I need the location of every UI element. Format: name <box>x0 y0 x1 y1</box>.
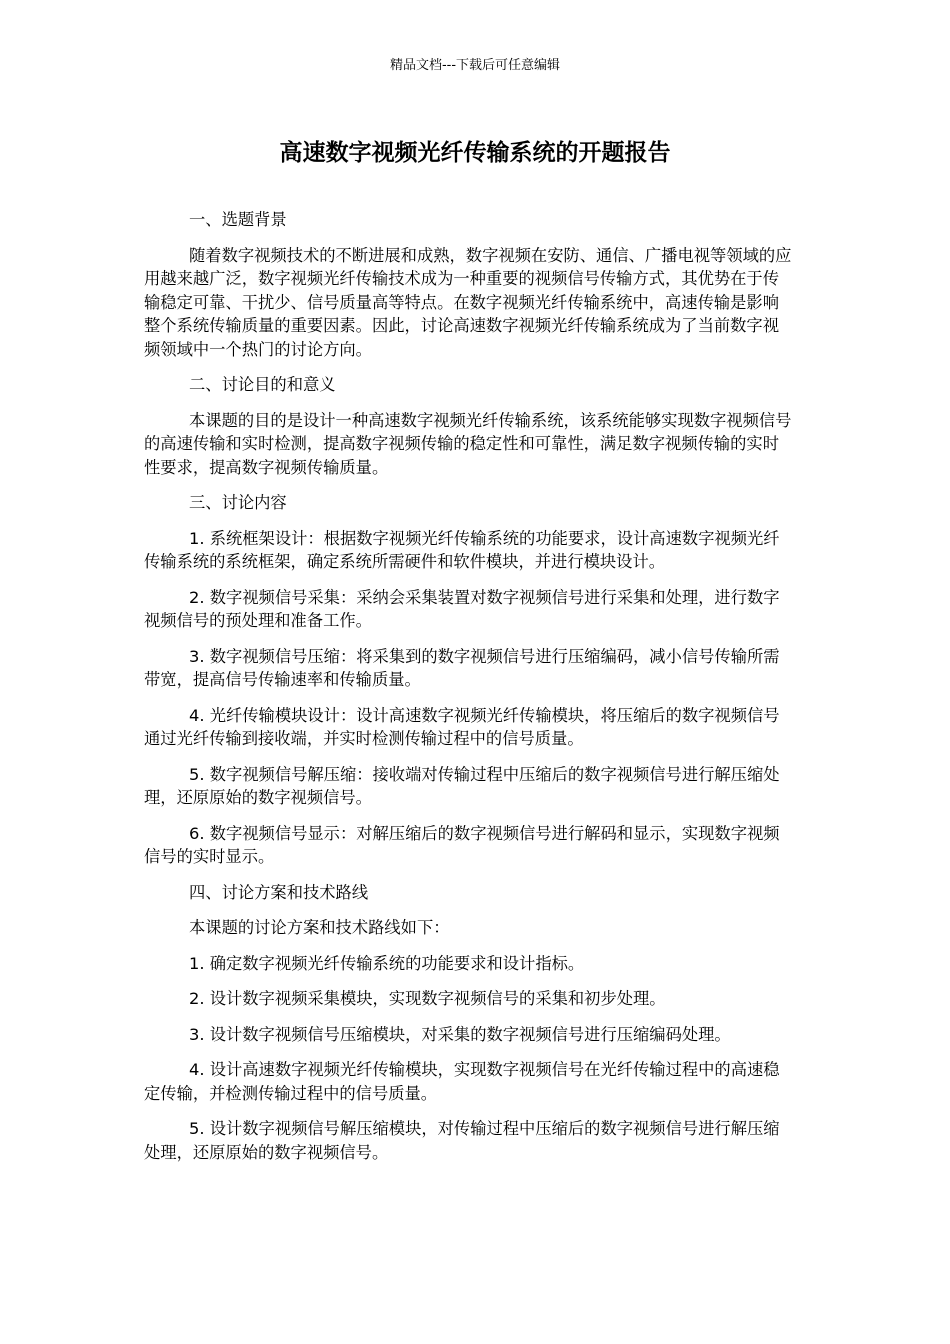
list-item: 3. 设计数字视频信号压缩模块，对采集的数字视频信号进行压缩编码处理。 <box>189 1024 731 1044</box>
list-item: 3. 数字视频信号压缩：将采集到的数字视频信号进行压缩编码，减小信号传输所需带宽，提高信号传输速率和传输质量。 <box>144 646 780 689</box>
list-item: 2. 数字视频信号采集：采纳会采集装置对数字视频信号进行采集和处理，进行数字视频信号的预处理和准备工作。 <box>144 587 780 630</box>
list-item: 4. 设计高速数字视频光纤传输模块，实现数字视频信号在光纤传输过程中的高速稳定传输，并检测传输过程中的信号质量。 <box>144 1060 780 1103</box>
section-heading: 一、选题背景 <box>189 210 287 229</box>
paragraph: 本课题的目的是设计一种高速数字视频光纤传输系统，该系统能够实现数字视频信号的高速传输和实时检测，提高数字视频传输的稳定性和可靠性，满足数字视频传输的实时性要求，提高数字视频传输质量。 <box>144 410 792 477</box>
section-plan <box>144 881 794 1165</box>
paragraph: 随着数字视频技术的不断进展和成熟，数字视频在安防、通信、广播电视等领域的应用越来越广泛，数字视频光纤传输技术成为一种重要的视频信号传输方式，其优势在于传输稳定可靠、干扰少、信号质量高等特点。在数字视频光纤传输系统中，高速传输是影响整个系统传输质量的重要因素。因此，讨论高速数字视频光纤传输系统成为了当前数字视频领域中一个热门的讨论方向。 <box>144 245 792 359</box>
section-heading: 二、讨论目的和意义 <box>189 375 336 394</box>
section-heading: 三、讨论内容 <box>189 493 287 512</box>
document-body <box>144 208 794 1176</box>
list-item: 1. 系统框架设计：根据数字视频光纤传输系统的功能要求，设计高速数字视频光纤传输系统的系统框架，确定系统所需硬件和软件模块，并进行模块设计。 <box>144 528 780 571</box>
list-item: 5. 数字视频信号解压缩：接收端对传输过程中压缩后的数字视频信号进行解压缩处理，还原原始的数字视频信号。 <box>144 764 780 807</box>
list-item: 4. 光纤传输模块设计：设计高速数字视频光纤传输模块，将压缩后的数字视频信号通过光纤传输到接收端，并实时检测传输过程中的信号质量。 <box>144 705 780 748</box>
document-title: 高速数字视频光纤传输系统的开题报告 <box>279 140 671 166</box>
paragraph: 本课题的讨论方案和技术路线如下： <box>189 918 450 937</box>
section-content <box>144 491 794 869</box>
header-note: 精品文档---下载后可任意编辑 <box>389 58 561 73</box>
section-heading: 四、讨论方案和技术路线 <box>189 882 369 902</box>
list-item: 2. 设计数字视频采集模块，实现数字视频信号的采集和初步处理。 <box>189 989 666 1008</box>
section-background <box>144 208 794 361</box>
section-purpose <box>144 373 794 479</box>
list-item: 1. 确定数字视频光纤传输系统的功能要求和设计指标。 <box>189 953 585 973</box>
list-item: 6. 数字视频信号显示：对解压缩后的数字视频信号进行解码和显示，实现数字视频信号的实时显示。 <box>144 823 780 866</box>
list-item: 5. 设计数字视频信号解压缩模块，对传输过程中压缩后的数字视频信号进行解压缩处理，还原原始的数字视频信号。 <box>144 1119 780 1162</box>
